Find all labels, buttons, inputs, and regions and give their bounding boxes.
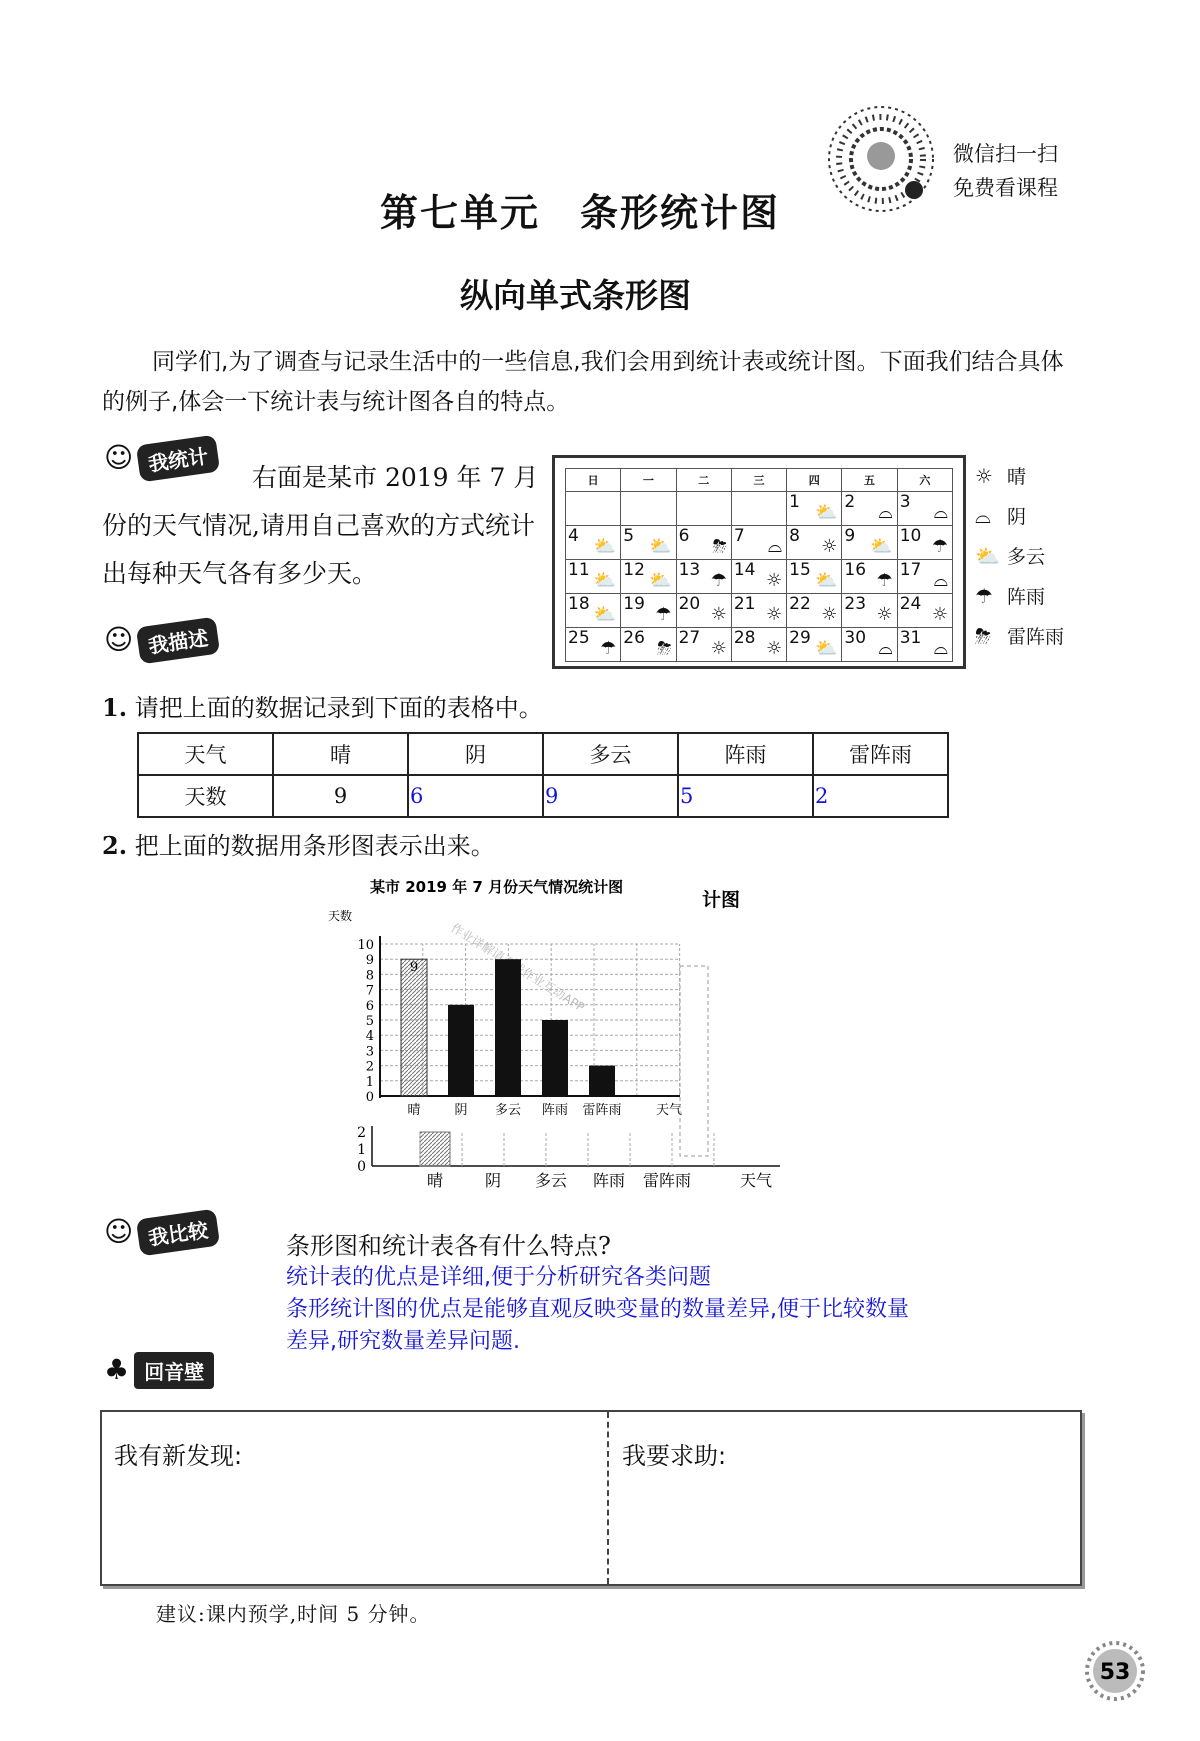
lesson-title: 纵向单式条形图 [460,276,691,315]
day-number: 13 [678,560,701,580]
calendar-day [731,594,786,628]
calendar-day [787,526,842,560]
calendar-day [566,526,621,560]
calendar-day [676,560,731,594]
weather-calendar [552,455,966,669]
y-tick-label: 3 [365,1044,374,1060]
answer-cell[interactable] [408,775,543,817]
chart-title-fragment: 计图 [702,889,741,911]
calendar-day [676,526,731,560]
lower-x-tick-label: 阴 [484,1171,502,1190]
weather-icon: ⌓ [878,502,893,523]
miaoshu-badge-group [104,622,218,659]
calendar-day [842,492,897,526]
lower-x-tick-label: 晴 [426,1171,444,1190]
stick-figure-icon: ☺ [104,623,134,656]
bar [589,1066,615,1096]
compare-answer-line: 统计表的优点是详细,便于分析研究各类问题 [286,1265,711,1290]
weather-icon: ☂ [710,570,727,591]
calendar-day [897,492,952,526]
echo-wall-box [100,1410,1082,1586]
day-number: 31 [899,628,922,648]
day-number: 1 [789,492,800,512]
weather-icon: ⛅ [593,604,617,625]
bar [542,1020,568,1096]
weather-icon: ☂ [876,570,893,591]
weather-icon: ⌓ [933,502,948,523]
legend-label: 雷阵雨 [1007,626,1065,648]
y-tick-label: 10 [357,938,374,953]
lower-y-tick: 2 [357,1125,366,1141]
day-number: 11 [568,560,590,580]
count-sunny: 9 [273,775,408,817]
qr-caption-1: 微信扫一扫 [953,142,1058,166]
calendar-day [787,560,842,594]
weather-icon: ☼ [765,604,783,625]
weather-icon: ☼ [765,638,783,659]
question-2 [102,826,495,861]
weather-icon: ☂ [600,638,617,659]
compare-answer-line: 条形统计图的优点是能够直观反映变量的数量差异,便于比较数量 [286,1297,909,1322]
weather-icon: ⛅ [814,570,838,591]
calendar-day [842,526,897,560]
legend-item [975,582,1045,609]
legend-label: 晴 [1007,466,1027,488]
weekday-header: 一 [621,469,676,492]
table-header-cell: 晴 [273,733,408,775]
bijiao-badge: 我比较 [136,1209,220,1257]
day-number: 20 [678,594,701,614]
legend-label: 阵雨 [1007,586,1046,608]
calendar-day [621,628,676,662]
weather-icon: ⛅ [593,570,617,591]
y-tick-label: 7 [365,983,374,999]
calendar-day [566,628,621,662]
y-tick-label: 0 [365,1090,374,1105]
qr-code[interactable] [826,104,936,214]
calendar-day [842,628,897,662]
table-header-cell: 阴 [408,733,543,775]
echo-right-label: 我要求助: [622,1442,727,1470]
day-number: 9 [844,526,856,546]
day-number: 19 [623,594,645,614]
page-number: 53 [1099,1660,1131,1685]
y-tick-label: 4 [365,1029,374,1045]
weather-icon: ☼ [821,536,838,557]
day-number: 7 [733,526,745,546]
legend-weather-icon: ⌓ [975,504,991,528]
calendar-day [787,594,842,628]
weather-icon: ⛈ [712,536,727,557]
weather-icon: ☼ [710,638,727,659]
echo-badge: 回音壁 [134,1352,214,1389]
question-1-number: 1. [102,693,128,722]
day-number: 14 [733,560,756,580]
x-axis-label: 天气 [656,1103,683,1118]
chart-title: 某市 2019 年 7 月份天气情况统计图 [370,878,624,896]
calendar-day [842,560,897,594]
weather-icon: ⛅ [649,570,672,591]
calendar-day [621,560,676,594]
y-tick-label: 8 [365,968,374,984]
day-number: 4 [568,526,579,546]
weather-icon: ⛈ [657,638,672,659]
day-number: 30 [844,628,867,648]
weather-icon: ⛅ [814,502,838,523]
weather-icon: ⛅ [593,536,617,557]
bar [448,1005,474,1096]
day-number: 26 [623,628,645,648]
answer-cloudy-overcast: 6 [410,784,424,808]
legend-label: 多云 [1007,546,1046,568]
table-header-cell: 天气 [138,733,273,775]
question-1-text: 请把上面的数据记录到下面的表格中。 [134,694,543,722]
calendar-day [787,628,842,662]
calendar-day [731,628,786,662]
legend-item [975,502,1026,529]
x-tick-label: 晴 [407,1103,421,1118]
answer-cell[interactable] [813,775,948,817]
bar-data-label: 9 [409,960,419,976]
weekday-header: 五 [842,469,897,492]
day-number: 29 [789,628,811,648]
day-number: 17 [899,560,922,580]
day-number: 2 [844,492,856,512]
lower-x-axis-label: 天气 [740,1171,773,1190]
calendar-day [676,594,731,628]
stick-figure-icon: ☺ [104,441,134,474]
weekday-header: 二 [676,469,731,492]
y-tick-label: 5 [365,1014,374,1029]
calendar-day [621,526,676,560]
y-tick-label: 6 [365,998,374,1014]
lower-x-tick-label: 雷阵雨 [642,1171,692,1190]
table-header-cell: 雷阵雨 [813,733,948,775]
qr-caption-2: 免费看课程 [953,176,1058,200]
study-tip: 建议:课内预学,时间 5 分钟。 [156,1602,431,1626]
answer-thunderstorm: 2 [815,784,829,808]
echo-divider [607,1412,609,1584]
legend-weather-icon: ⛈ [975,624,991,648]
page-number-badge [1080,1636,1150,1706]
calendar-day [676,628,731,662]
row-label: 天数 [138,775,273,817]
answer-cell[interactable] [678,775,813,817]
x-tick-label: 阵雨 [541,1103,569,1118]
day-number: 24 [899,594,922,614]
calendar-day [897,628,952,662]
bar [401,959,427,1096]
bijiao-badge-group [104,1214,218,1251]
x-tick-label: 多云 [494,1103,522,1118]
day-number: 16 [844,560,867,580]
weekday-header: 四 [787,469,842,492]
day-number: 3 [899,492,911,512]
x-tick-label: 阴 [454,1103,468,1118]
y-tick-label: 9 [365,953,374,969]
legend-weather-icon: ⛅ [975,544,1000,568]
legend-item [975,622,1064,649]
weather-icon: ⛅ [870,536,893,557]
calendar-day [566,560,621,594]
question-1 [102,688,543,723]
answer-shower: 5 [680,784,694,808]
answer-cell[interactable] [543,775,678,817]
day-number: 10 [899,526,922,546]
unit-title: 第七单元 条形统计图 [380,191,781,235]
weather-icon: ⌓ [933,638,948,659]
bar [495,959,521,1096]
calendar-day [731,526,786,560]
day-number: 21 [733,594,756,614]
weather-icon: ⛅ [814,638,838,659]
day-number: 18 [568,594,590,614]
compare-answer-line: 差异,研究数量差异问题. [286,1329,520,1354]
table-header-cell: 阵雨 [678,733,813,775]
calendar-empty [621,492,676,526]
calendar-day [842,594,897,628]
legend-item [975,462,1026,489]
weather-icon: ⌓ [767,536,783,557]
question-2-number: 2. [102,831,128,860]
day-number: 15 [789,560,811,580]
lower-x-tick-label: 阵雨 [592,1171,626,1190]
y-tick-label: 2 [365,1059,374,1075]
weather-icon: ☼ [931,604,948,625]
weather-icon: ☂ [655,604,672,625]
echo-left-label: 我有新发现: [114,1442,243,1470]
day-number: 23 [844,594,867,614]
bird-icon: ♣ [104,1353,130,1386]
calendar-grid [565,468,953,662]
stick-figure-icon: ☺ [104,1215,134,1248]
echo-badge-group [104,1352,214,1389]
legend-label: 阴 [1007,506,1027,528]
weather-icon: ☼ [821,604,838,625]
lower-hatched-bar [420,1132,450,1166]
legend-item [975,542,1045,569]
weather-icon: ⛅ [649,536,672,557]
day-number: 8 [789,526,800,546]
table-header-cell: 多云 [543,733,678,775]
calendar-empty [566,492,621,526]
weekday-header: 日 [566,469,621,492]
answer-partly-cloudy: 9 [545,784,559,808]
lower-x-tick-label: 多云 [534,1171,568,1190]
calendar-day [897,526,952,560]
x-tick-label: 雷阵雨 [582,1103,622,1118]
legend-weather-icon: ☂ [975,584,993,608]
day-number: 12 [623,560,645,580]
lower-y-tick: 0 [357,1159,366,1175]
calendar-day [897,560,952,594]
weather-icon: ☼ [876,604,893,625]
day-number: 28 [733,628,756,648]
y-tick-label: 1 [365,1074,374,1090]
question-2-text: 把上面的数据用条形图表示出来。 [134,832,495,860]
calendar-day [731,560,786,594]
weather-icon: ☼ [710,604,727,625]
calendar-day [787,492,842,526]
calendar-day [566,594,621,628]
tongji-badge: 我统计 [136,435,220,483]
weather-count-table [137,732,949,818]
weather-icon: ⌓ [933,570,948,591]
weekday-header: 六 [897,469,952,492]
miaoshu-badge: 我描述 [136,617,220,665]
compare-answer [286,1262,1006,1358]
day-number: 22 [789,594,811,614]
day-number: 25 [568,628,590,648]
compare-question: 条形图和统计表各有什么特点? [286,1232,611,1260]
calendar-day [621,594,676,628]
calendar-day [897,594,952,628]
lower-y-tick: 1 [357,1142,366,1158]
calendar-empty [731,492,786,526]
tongji-text: 右面是某市 2019 年 7 月份的天气情况,请用自己喜欢的方式统计出每种天气各有多少天。 [102,463,539,588]
calendar-empty [676,492,731,526]
weather-icon: ☼ [765,570,783,591]
legend-weather-icon: ☼ [975,464,993,488]
day-number: 6 [678,526,690,546]
day-number: 5 [623,526,635,546]
weather-icon: ☂ [931,536,948,557]
weekday-header: 三 [731,469,786,492]
day-number: 27 [678,628,701,648]
weather-icon: ⌓ [878,638,893,659]
intro-paragraph: 同学们,为了调查与记录生活中的一些信息,我们会用到统计表或统计图。下面我们结合具体的例子,体会一下统计表与统计图各自的特点。 [102,349,1064,415]
weather-bar-chart [328,870,820,1200]
y-axis-label: 天数 [328,909,353,923]
